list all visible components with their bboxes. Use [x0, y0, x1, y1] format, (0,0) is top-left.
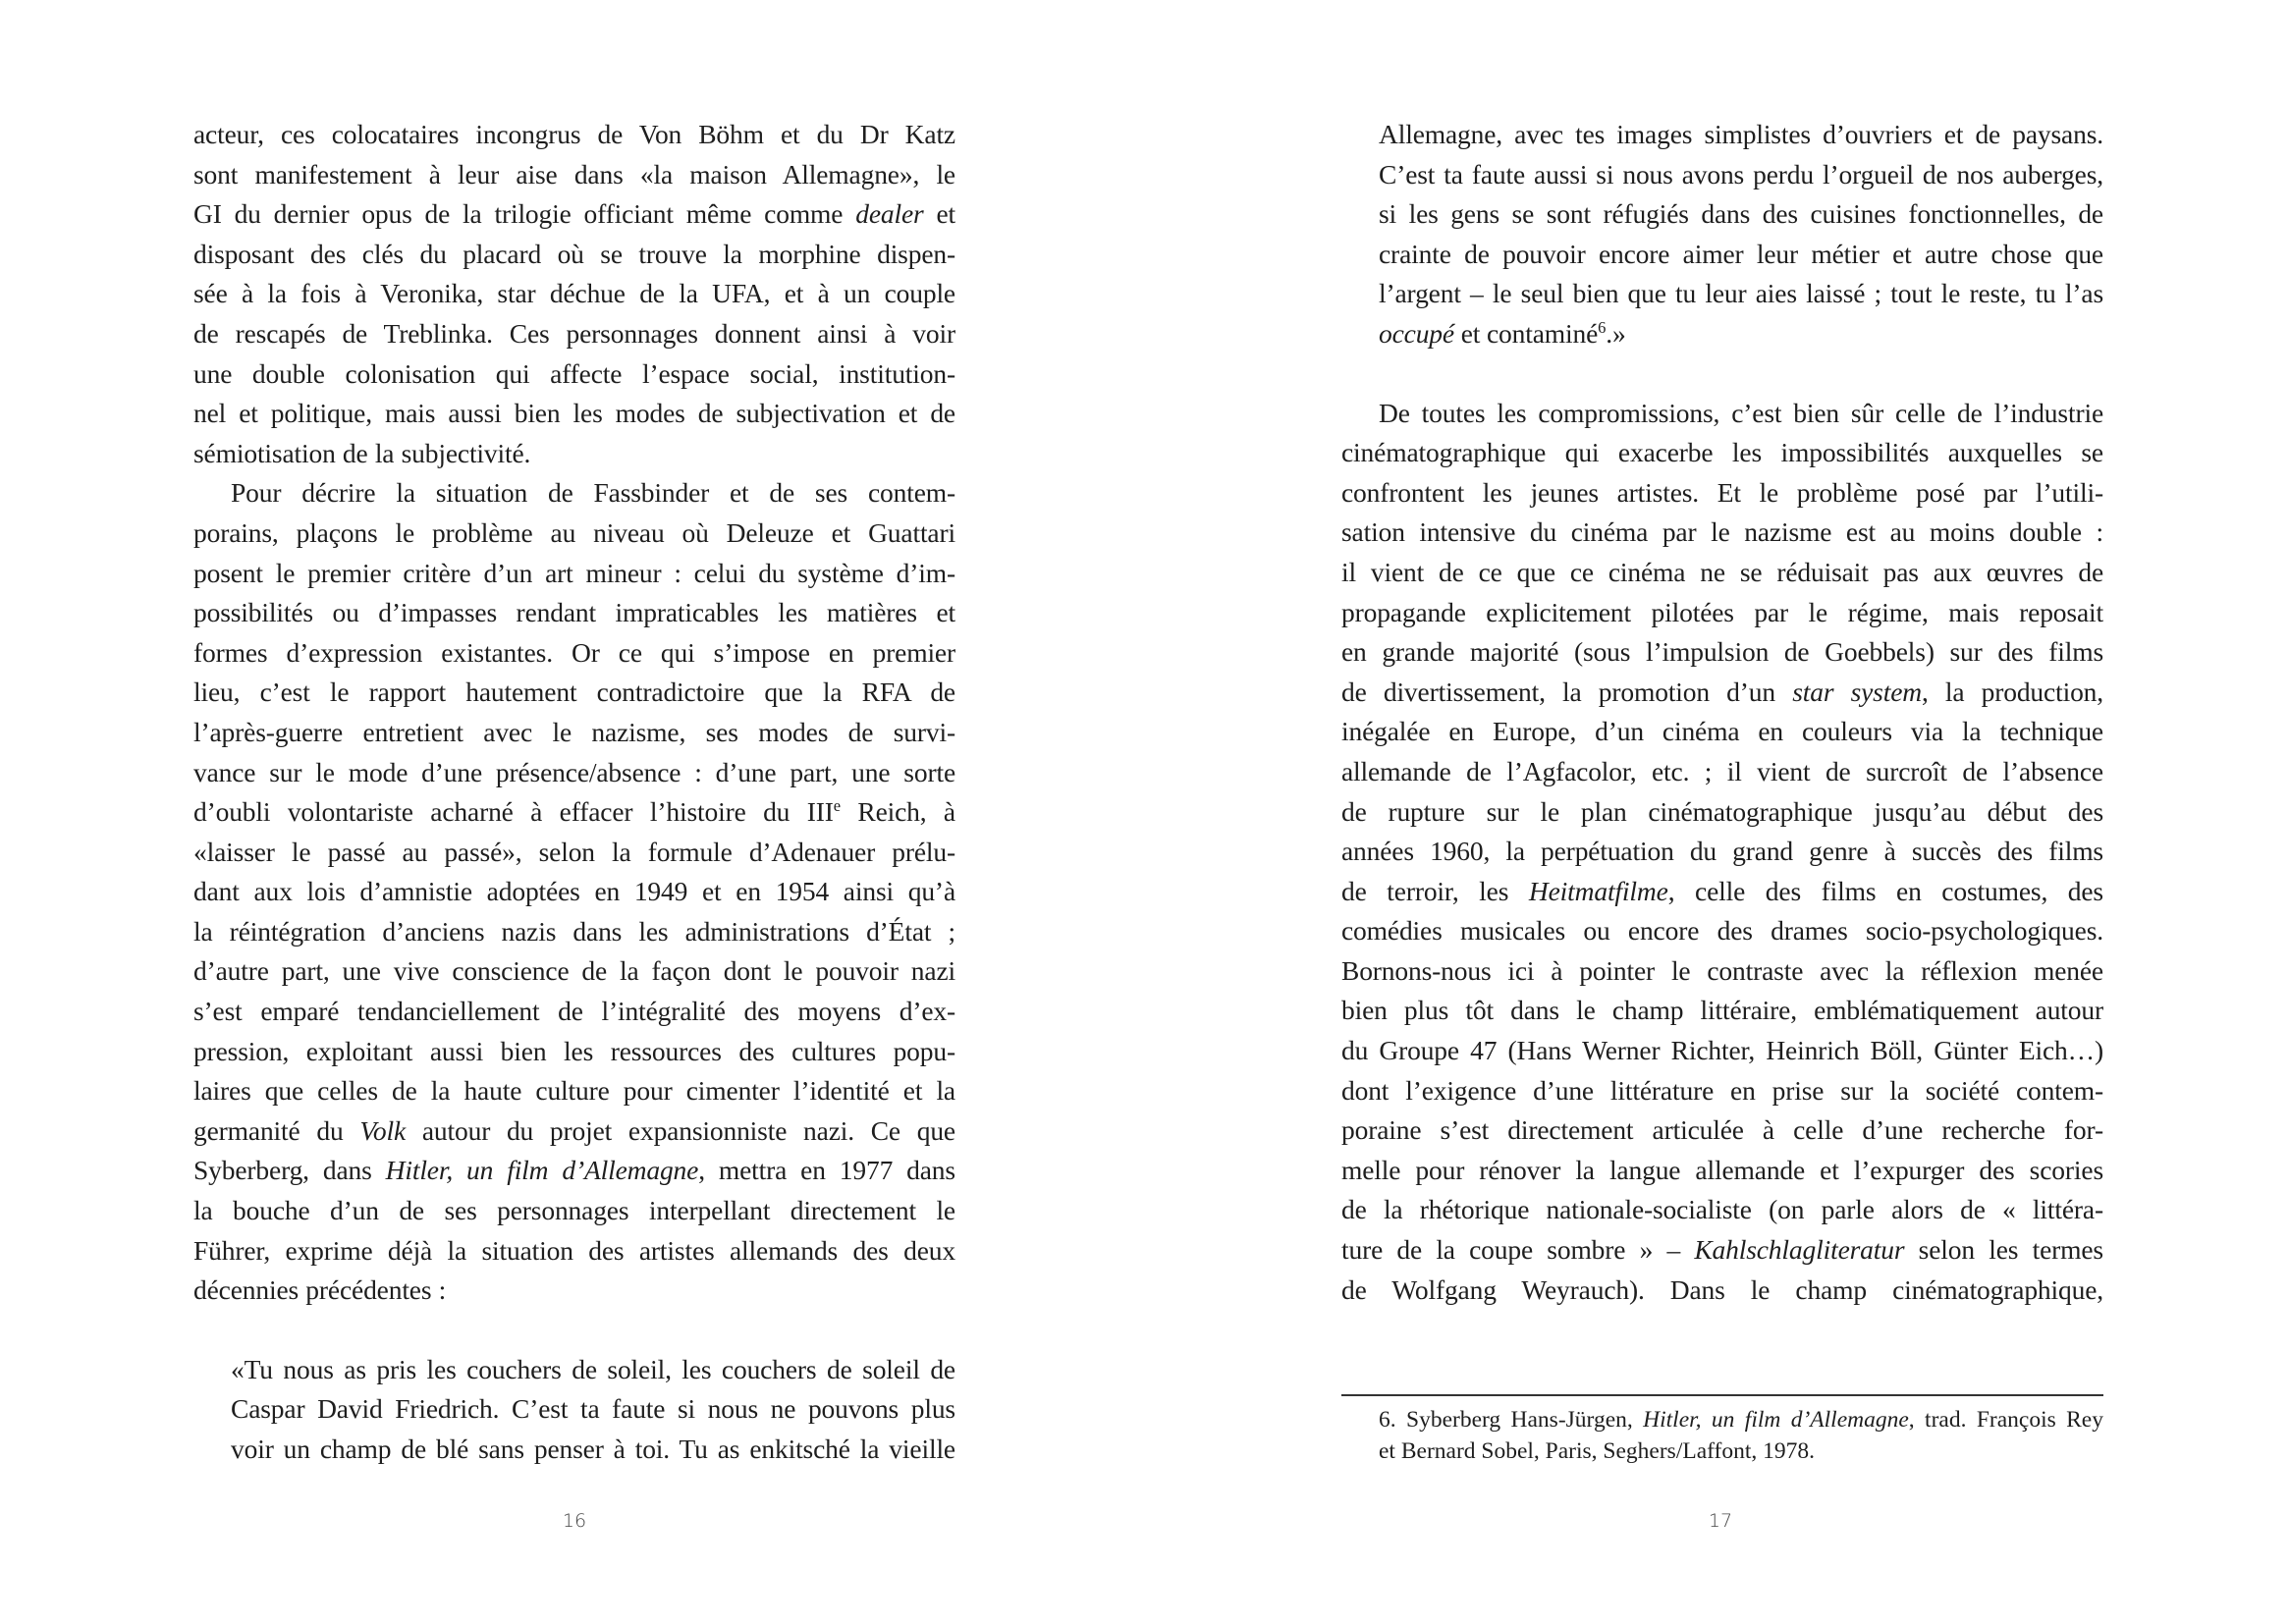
text-line: lieu, c’est le rapport hautement contradictoire que la RFA de: [193, 677, 955, 708]
text-run: ture de la coupe sombre » –: [1341, 1234, 1695, 1266]
text-line: du Groupe 47 (Hans Werner Richter, Heinrich Böll, Günter Eich…): [1341, 1035, 2103, 1066]
quote-line: [1379, 314, 2103, 354]
text-line: Führer, exprime déjà la situation des artistes allemands des deux: [193, 1234, 955, 1266]
text-line: poraine s’est directement articulée à celle d’une recherche for-: [1341, 1114, 2103, 1146]
text-run: GI du dernier opus de la trilogie officiant même comme: [193, 198, 856, 230]
text-line: [1341, 1230, 2103, 1271]
quote-line: l’argent – le seul bien que tu leur aies laissé ; tout le reste, tu l’as: [1379, 278, 2103, 309]
text-line: [1341, 872, 2103, 912]
italic-title: Hitler, un film d’Allemagne: [1643, 1407, 1909, 1433]
italic-term: dealer: [855, 198, 924, 230]
text-run: et: [923, 198, 955, 230]
text-run: 6. Syberberg Hans-Jürgen,: [1379, 1407, 1644, 1433]
text-line: [193, 1151, 955, 1191]
text-line: [1341, 673, 2103, 713]
italic-term: Heitmatfilme: [1528, 875, 1668, 906]
quote-line: Allemagne, avec tes images simplistes d’ouvriers et de paysans.: [1379, 119, 2103, 149]
text-line: la réintégration d’anciens nazis dans les administrations d’État ;: [193, 915, 955, 947]
text-line: formes d’expression existantes. Or ce qui s’impose en premier: [193, 636, 955, 668]
text-line: inégalée en Europe, d’un cinéma en couleurs via la technique: [1341, 716, 2103, 747]
right-text-column: [1341, 115, 2103, 1310]
quote-line: C’est ta faute aussi si nous avons perdu l’orgueil de nos auberges,: [1379, 158, 2103, 189]
text-line: décennies précédentes :: [193, 1274, 447, 1306]
text-line: l’après-guerre entretient avec le nazisme, ses modes de survi-: [193, 716, 955, 747]
text-line: il vient de ce que ce cinéma ne se réduisait pas aux œuvres de: [1341, 556, 2103, 587]
text-run: , mettra en 1977 dans: [698, 1155, 955, 1186]
paragraph: [193, 473, 955, 1310]
text-line: laires que celles de la haute culture pour cimenter l’identité et la: [193, 1075, 955, 1107]
text-line: propagande explicitement pilotées par le régime, mais reposait: [1341, 596, 2103, 627]
text-line: nel et politique, mais aussi bien les modes de subjectivation et de: [193, 398, 955, 429]
text-line: années 1960, la perpétuation du grand genre à succès des films: [1341, 836, 2103, 867]
footnote: [1379, 1404, 2103, 1467]
text-line: de rescapés de Treblinka. Ces personnages donnent ainsi à voir: [193, 317, 955, 349]
text-line: s’est emparé tendanciellement de l’intégralité des moyens d’ex-: [193, 996, 955, 1027]
text-run: , celle des films en costumes, des: [1667, 875, 2103, 906]
text-line: [193, 194, 955, 235]
text-run: de terroir, les: [1341, 875, 1529, 906]
text-line: porains, plaçons le problème au niveau où Deleuze et Guattari: [193, 516, 955, 548]
paragraph: [1341, 394, 2103, 1311]
paragraph: [193, 115, 955, 473]
text-run: d’oubli volontariste acharné à effacer l’histoire du III: [193, 796, 834, 828]
text-line: bien plus tôt dans le champ littéraire, emblématiquement autour: [1341, 995, 2103, 1026]
text-run: autour du projet expansionniste nazi. Ce que: [406, 1114, 955, 1146]
italic-term: Kahlschlagliteratur: [1694, 1234, 1905, 1266]
page-number: 17: [1708, 1510, 1733, 1532]
text-line: melle pour rénover la langue allemande et l’expurger des scories: [1341, 1154, 2103, 1185]
text-line: Pour décrire la situation de Fassbinder et de ses contem-: [231, 477, 955, 509]
text-line: vance sur le mode d’une présence/absence : d’une part, une sorte: [193, 756, 955, 787]
footnote-line: [1379, 1404, 2103, 1435]
text-line: [193, 792, 955, 833]
text-line: sémiotisation de la subjectivité.: [193, 437, 531, 468]
block-quote: [231, 1350, 955, 1470]
text-line: sation intensive du cinéma par le nazisme est au moins double :: [1341, 516, 2103, 548]
text-line: comédies musicales ou encore des drames socio-psychologiques.: [1341, 915, 2103, 947]
text-line: dant aux lois d’amnistie adoptées en 1949 et en 1954 ainsi qu’à: [193, 876, 955, 907]
text-line: confrontent les jeunes artistes. Et le problème posé par l’utili-: [1341, 476, 2103, 508]
text-line: posent le premier critère d’un art mineur : celui du système d’im-: [193, 557, 955, 588]
text-line: d’autre part, une vive conscience de la façon dont le pouvoir nazi: [193, 955, 955, 987]
footnote-divider: [1341, 1394, 2103, 1396]
text-line: de rupture sur le plan cinématographique jusqu’au début des: [1341, 795, 2103, 827]
text-run: .»: [1606, 317, 1626, 349]
superscript: e: [833, 795, 841, 815]
text-line: possibilités ou d’impasses rendant impraticables les matières et: [193, 597, 955, 628]
italic-title: Hitler, un film d’Allemagne: [385, 1155, 699, 1186]
text-run: , trad. François Rey: [1908, 1407, 2103, 1433]
text-line: allemande de l’Agfacolor, etc. ; il vient de surcroît de l’absence: [1341, 755, 2103, 786]
quote-line: crainte de pouvoir encore aimer leur métier et autre chose que: [1379, 238, 2103, 269]
text-line: une double colonisation qui affecte l’espace social, institution-: [193, 357, 955, 389]
text-run: Syberberg, dans: [193, 1155, 386, 1186]
right-page: [1145, 0, 2289, 1624]
text-line: sont manifestement à leur aise dans «la maison Allemagne», le: [193, 158, 955, 189]
text-line: disposant des clés du placard où se trouve la morphine dispen-: [193, 238, 955, 269]
text-run: de divertissement, la promotion d’un: [1341, 676, 1793, 707]
page-number: 16: [562, 1510, 587, 1532]
quote-line: voir un champ de blé sans penser à toi. Tu as enkitsché la vieille: [231, 1434, 955, 1464]
text-line: pression, exploitant aussi bien les ressources des cultures popu-: [193, 1035, 955, 1066]
text-line: sée à la fois à Veronika, star déchue de la UFA, et à un couple: [193, 278, 955, 309]
italic-term: occupé: [1379, 317, 1454, 349]
text-line: cinématographique qui exacerbe les impossibilités auxquelles se: [1341, 437, 2103, 468]
italic-term: star system: [1792, 676, 1922, 707]
text-line: De toutes les compromissions, c’est bien sûr celle de l’industrie: [1379, 397, 2103, 428]
quote-line: si les gens se sont réfugiés dans des cuisines fonctionnelles, de: [1379, 198, 2103, 230]
text-line: «laisser le passé au passé», selon la formule d’Adenauer prélu-: [193, 836, 955, 867]
text-run: germanité du: [193, 1114, 360, 1146]
left-page: [0, 0, 1144, 1624]
text-line: dont l’exigence d’une littérature en prise sur la société contem-: [1341, 1074, 2103, 1106]
italic-term: Volk: [359, 1114, 407, 1146]
block-quote: [1379, 115, 2103, 354]
quote-line: Caspar David Friedrich. C’est ta faute si nous ne pouvons plus: [231, 1393, 955, 1425]
text-run: Reich, à: [840, 796, 955, 828]
text-line: [193, 1111, 955, 1152]
text-line: en grande majorité (sous l’impulsion de Goebbels) sur des films: [1341, 636, 2103, 668]
text-line: de la rhétorique nationale-socialiste (on parle alors de « littéra-: [1341, 1194, 2103, 1225]
footnote-line: et Bernard Sobel, Paris, Seghers/Laffont, 1978.: [1379, 1438, 1816, 1464]
footnote-reference[interactable]: 6: [1598, 317, 1607, 337]
left-text-column: [193, 115, 955, 1470]
text-line: de Wolfgang Weyrauch). Dans le champ cinématographique,: [1341, 1273, 2103, 1305]
text-line: Bornons-nous ici à pointer le contraste avec la réflexion menée: [1341, 954, 2103, 986]
text-run: et contaminé: [1453, 317, 1599, 349]
text-run: selon les termes: [1904, 1234, 2103, 1266]
text-line: la bouche d’un de ses personnages interpellant directement le: [193, 1195, 955, 1226]
text-line: acteur, ces colocataires incongrus de Von Böhm et du Dr Katz: [193, 119, 955, 149]
quote-line: «Tu nous as pris les couchers de soleil, les couchers de soleil de: [231, 1353, 955, 1384]
text-run: , la production,: [1921, 676, 2103, 707]
